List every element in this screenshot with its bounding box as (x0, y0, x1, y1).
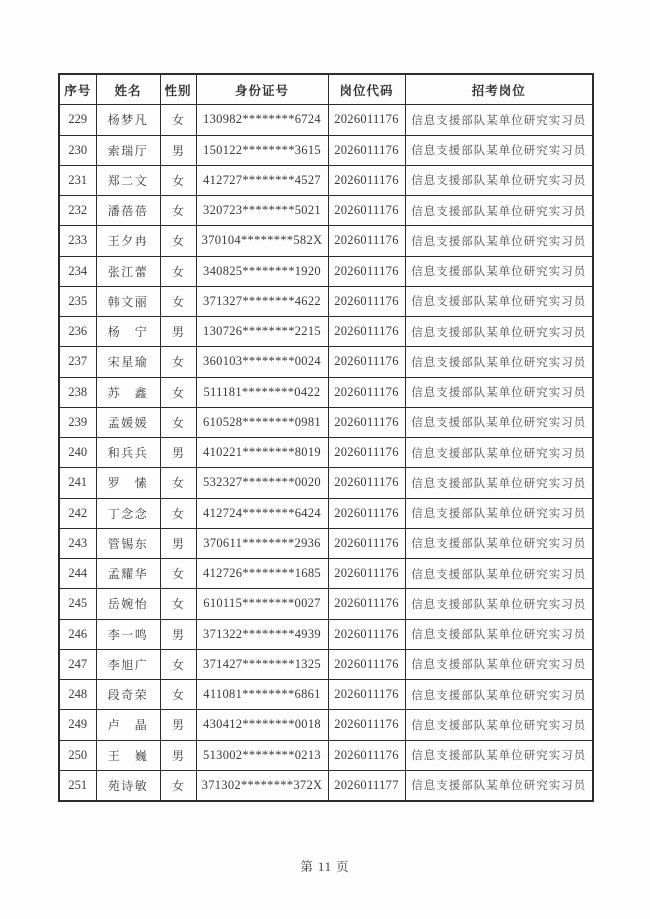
cell-name: 杨梦凡 (96, 105, 160, 135)
cell-id-number: 610115********0027 (196, 589, 328, 619)
header-position-code: 岗位代码 (328, 74, 405, 105)
cell-position-code: 2026011176 (328, 589, 405, 619)
cell-name: 李一鸣 (96, 619, 160, 649)
cell-gender: 女 (160, 559, 196, 589)
cell-position-code: 2026011176 (328, 196, 405, 226)
cell-gender: 女 (160, 347, 196, 377)
cell-name: 韩文丽 (96, 286, 160, 316)
cell-gender: 男 (160, 528, 196, 558)
cell-gender: 女 (160, 498, 196, 528)
table-row (59, 165, 593, 195)
cell-name: 郑二文 (96, 165, 160, 195)
cell-name: 宋星瑜 (96, 347, 160, 377)
cell-id-number: 320723********5021 (196, 196, 328, 226)
cell-recruitment-position: 信息支援部队某单位研究实习员 (405, 407, 593, 437)
cell-serial-number: 243 (59, 528, 96, 558)
cell-id-number: 360103********0024 (196, 347, 328, 377)
cell-id-number: 412724********6424 (196, 498, 328, 528)
header-serial-number: 序号 (59, 74, 96, 105)
cell-name: 苏 鑫 (96, 377, 160, 407)
cell-serial-number: 239 (59, 407, 96, 437)
cell-position-code: 2026011177 (328, 770, 405, 801)
cell-position-code: 2026011176 (328, 135, 405, 165)
table-row (59, 347, 593, 377)
cell-name: 孟媛媛 (96, 407, 160, 437)
cell-position-code: 2026011176 (328, 407, 405, 437)
cell-name: 段奇荣 (96, 680, 160, 710)
cell-serial-number: 233 (59, 226, 96, 256)
cell-name: 丁念念 (96, 498, 160, 528)
cell-recruitment-position: 信息支援部队某单位研究实习员 (405, 377, 593, 407)
cell-position-code: 2026011176 (328, 680, 405, 710)
cell-recruitment-position: 信息支援部队某单位研究实习员 (405, 468, 593, 498)
cell-position-code: 2026011176 (328, 468, 405, 498)
cell-id-number: 610528********0981 (196, 407, 328, 437)
cell-gender: 男 (160, 710, 196, 740)
cell-name: 和兵兵 (96, 438, 160, 468)
cell-id-number: 150122********3615 (196, 135, 328, 165)
cell-recruitment-position: 信息支援部队某单位研究实习员 (405, 438, 593, 468)
cell-name: 潘蓓蓓 (96, 196, 160, 226)
cell-id-number: 370104********582X (196, 226, 328, 256)
cell-id-number: 371327********4622 (196, 286, 328, 316)
cell-name: 孟耀华 (96, 559, 160, 589)
cell-serial-number: 237 (59, 347, 96, 377)
cell-recruitment-position: 信息支援部队某单位研究实习员 (405, 740, 593, 770)
cell-position-code: 2026011176 (328, 498, 405, 528)
cell-serial-number: 248 (59, 680, 96, 710)
table-row (59, 468, 593, 498)
cell-recruitment-position: 信息支援部队某单位研究实习员 (405, 105, 593, 135)
cell-serial-number: 231 (59, 165, 96, 195)
cell-gender: 女 (160, 468, 196, 498)
cell-name: 张江蕾 (96, 256, 160, 286)
cell-serial-number: 234 (59, 256, 96, 286)
cell-id-number: 371427********1325 (196, 649, 328, 679)
cell-recruitment-position: 信息支援部队某单位研究实习员 (405, 317, 593, 347)
cell-id-number: 511181********0422 (196, 377, 328, 407)
cell-recruitment-position: 信息支援部队某单位研究实习员 (405, 286, 593, 316)
cell-name: 卢 晶 (96, 710, 160, 740)
cell-gender: 男 (160, 135, 196, 165)
cell-id-number: 130982********6724 (196, 105, 328, 135)
table-row (59, 135, 593, 165)
cell-name: 李旭广 (96, 649, 160, 679)
table-row (59, 196, 593, 226)
table-row (59, 226, 593, 256)
cell-serial-number: 232 (59, 196, 96, 226)
table-body (59, 105, 593, 801)
cell-recruitment-position: 信息支援部队某单位研究实习员 (405, 256, 593, 286)
table-row (59, 377, 593, 407)
cell-gender: 女 (160, 770, 196, 801)
cell-position-code: 2026011176 (328, 740, 405, 770)
cell-position-code: 2026011176 (328, 165, 405, 195)
cell-id-number: 513002********0213 (196, 740, 328, 770)
cell-position-code: 2026011176 (328, 226, 405, 256)
cell-position-code: 2026011176 (328, 286, 405, 316)
cell-serial-number: 246 (59, 619, 96, 649)
cell-gender: 女 (160, 377, 196, 407)
header-gender: 性别 (160, 74, 196, 105)
cell-recruitment-position: 信息支援部队某单位研究实习员 (405, 770, 593, 801)
cell-position-code: 2026011176 (328, 559, 405, 589)
cell-name: 杨 宁 (96, 317, 160, 347)
cell-recruitment-position: 信息支援部队某单位研究实习员 (405, 135, 593, 165)
header-row (59, 74, 593, 105)
cell-serial-number: 251 (59, 770, 96, 801)
table-row (59, 317, 593, 347)
cell-id-number: 370611********2936 (196, 528, 328, 558)
cell-recruitment-position: 信息支援部队某单位研究实习员 (405, 347, 593, 377)
table-row (59, 528, 593, 558)
cell-recruitment-position: 信息支援部队某单位研究实习员 (405, 498, 593, 528)
cell-name: 王 巍 (96, 740, 160, 770)
cell-gender: 女 (160, 196, 196, 226)
table-row (59, 770, 593, 801)
cell-position-code: 2026011176 (328, 649, 405, 679)
table-row (59, 105, 593, 135)
cell-serial-number: 242 (59, 498, 96, 528)
cell-id-number: 411081********6861 (196, 680, 328, 710)
cell-recruitment-position: 信息支援部队某单位研究实习员 (405, 649, 593, 679)
table-row (59, 740, 593, 770)
cell-position-code: 2026011176 (328, 438, 405, 468)
cell-position-code: 2026011176 (328, 710, 405, 740)
cell-position-code: 2026011176 (328, 105, 405, 135)
table-row (59, 498, 593, 528)
table-row (59, 286, 593, 316)
cell-recruitment-position: 信息支援部队某单位研究实习员 (405, 165, 593, 195)
cell-serial-number: 229 (59, 105, 96, 135)
cell-name: 苑诗敏 (96, 770, 160, 801)
cell-recruitment-position: 信息支援部队某单位研究实习员 (405, 196, 593, 226)
cell-recruitment-position: 信息支援部队某单位研究实习员 (405, 710, 593, 740)
cell-id-number: 371302********372X (196, 770, 328, 801)
cell-gender: 男 (160, 740, 196, 770)
cell-position-code: 2026011176 (328, 256, 405, 286)
cell-gender: 女 (160, 286, 196, 316)
cell-serial-number: 250 (59, 740, 96, 770)
cell-gender: 女 (160, 407, 196, 437)
table-row (59, 438, 593, 468)
candidate-roster-table (58, 73, 594, 802)
cell-serial-number: 240 (59, 438, 96, 468)
cell-position-code: 2026011176 (328, 528, 405, 558)
table-row (59, 710, 593, 740)
cell-name: 管锡东 (96, 528, 160, 558)
page-number-footer: 第 11 页 (300, 860, 350, 874)
cell-gender: 男 (160, 619, 196, 649)
cell-serial-number: 247 (59, 649, 96, 679)
table-row (59, 589, 593, 619)
cell-gender: 女 (160, 165, 196, 195)
header-id-number: 身份证号 (196, 74, 328, 105)
cell-recruitment-position: 信息支援部队某单位研究实习员 (405, 559, 593, 589)
cell-position-code: 2026011176 (328, 619, 405, 649)
cell-id-number: 130726********2215 (196, 317, 328, 347)
cell-gender: 女 (160, 256, 196, 286)
cell-recruitment-position: 信息支援部队某单位研究实习员 (405, 589, 593, 619)
cell-gender: 男 (160, 438, 196, 468)
cell-gender: 女 (160, 680, 196, 710)
cell-id-number: 412726********1685 (196, 559, 328, 589)
cell-id-number: 532327********0020 (196, 468, 328, 498)
cell-name: 王夕冉 (96, 226, 160, 256)
cell-gender: 女 (160, 589, 196, 619)
cell-name: 索瑞厅 (96, 135, 160, 165)
header-recruitment-position: 招考岗位 (405, 74, 593, 105)
cell-gender: 女 (160, 226, 196, 256)
cell-id-number: 340825********1920 (196, 256, 328, 286)
cell-id-number: 430412********0018 (196, 710, 328, 740)
table-row (59, 680, 593, 710)
cell-gender: 女 (160, 649, 196, 679)
header-name: 姓名 (96, 74, 160, 105)
table-row (59, 407, 593, 437)
cell-serial-number: 235 (59, 286, 96, 316)
table-row (59, 619, 593, 649)
cell-position-code: 2026011176 (328, 377, 405, 407)
cell-gender: 男 (160, 317, 196, 347)
table-row (59, 649, 593, 679)
cell-id-number: 371322********4939 (196, 619, 328, 649)
cell-serial-number: 241 (59, 468, 96, 498)
cell-serial-number: 245 (59, 589, 96, 619)
cell-recruitment-position: 信息支援部队某单位研究实习员 (405, 226, 593, 256)
cell-name: 罗 愫 (96, 468, 160, 498)
table-row (59, 256, 593, 286)
cell-id-number: 410221********8019 (196, 438, 328, 468)
cell-serial-number: 249 (59, 710, 96, 740)
cell-serial-number: 236 (59, 317, 96, 347)
cell-position-code: 2026011176 (328, 317, 405, 347)
table-row (59, 559, 593, 589)
cell-serial-number: 238 (59, 377, 96, 407)
cell-recruitment-position: 信息支援部队某单位研究实习员 (405, 528, 593, 558)
cell-position-code: 2026011176 (328, 347, 405, 377)
cell-gender: 女 (160, 105, 196, 135)
cell-serial-number: 230 (59, 135, 96, 165)
cell-id-number: 412727********4527 (196, 165, 328, 195)
cell-recruitment-position: 信息支援部队某单位研究实习员 (405, 619, 593, 649)
cell-recruitment-position: 信息支援部队某单位研究实习员 (405, 680, 593, 710)
cell-name: 岳婉怡 (96, 589, 160, 619)
cell-serial-number: 244 (59, 559, 96, 589)
